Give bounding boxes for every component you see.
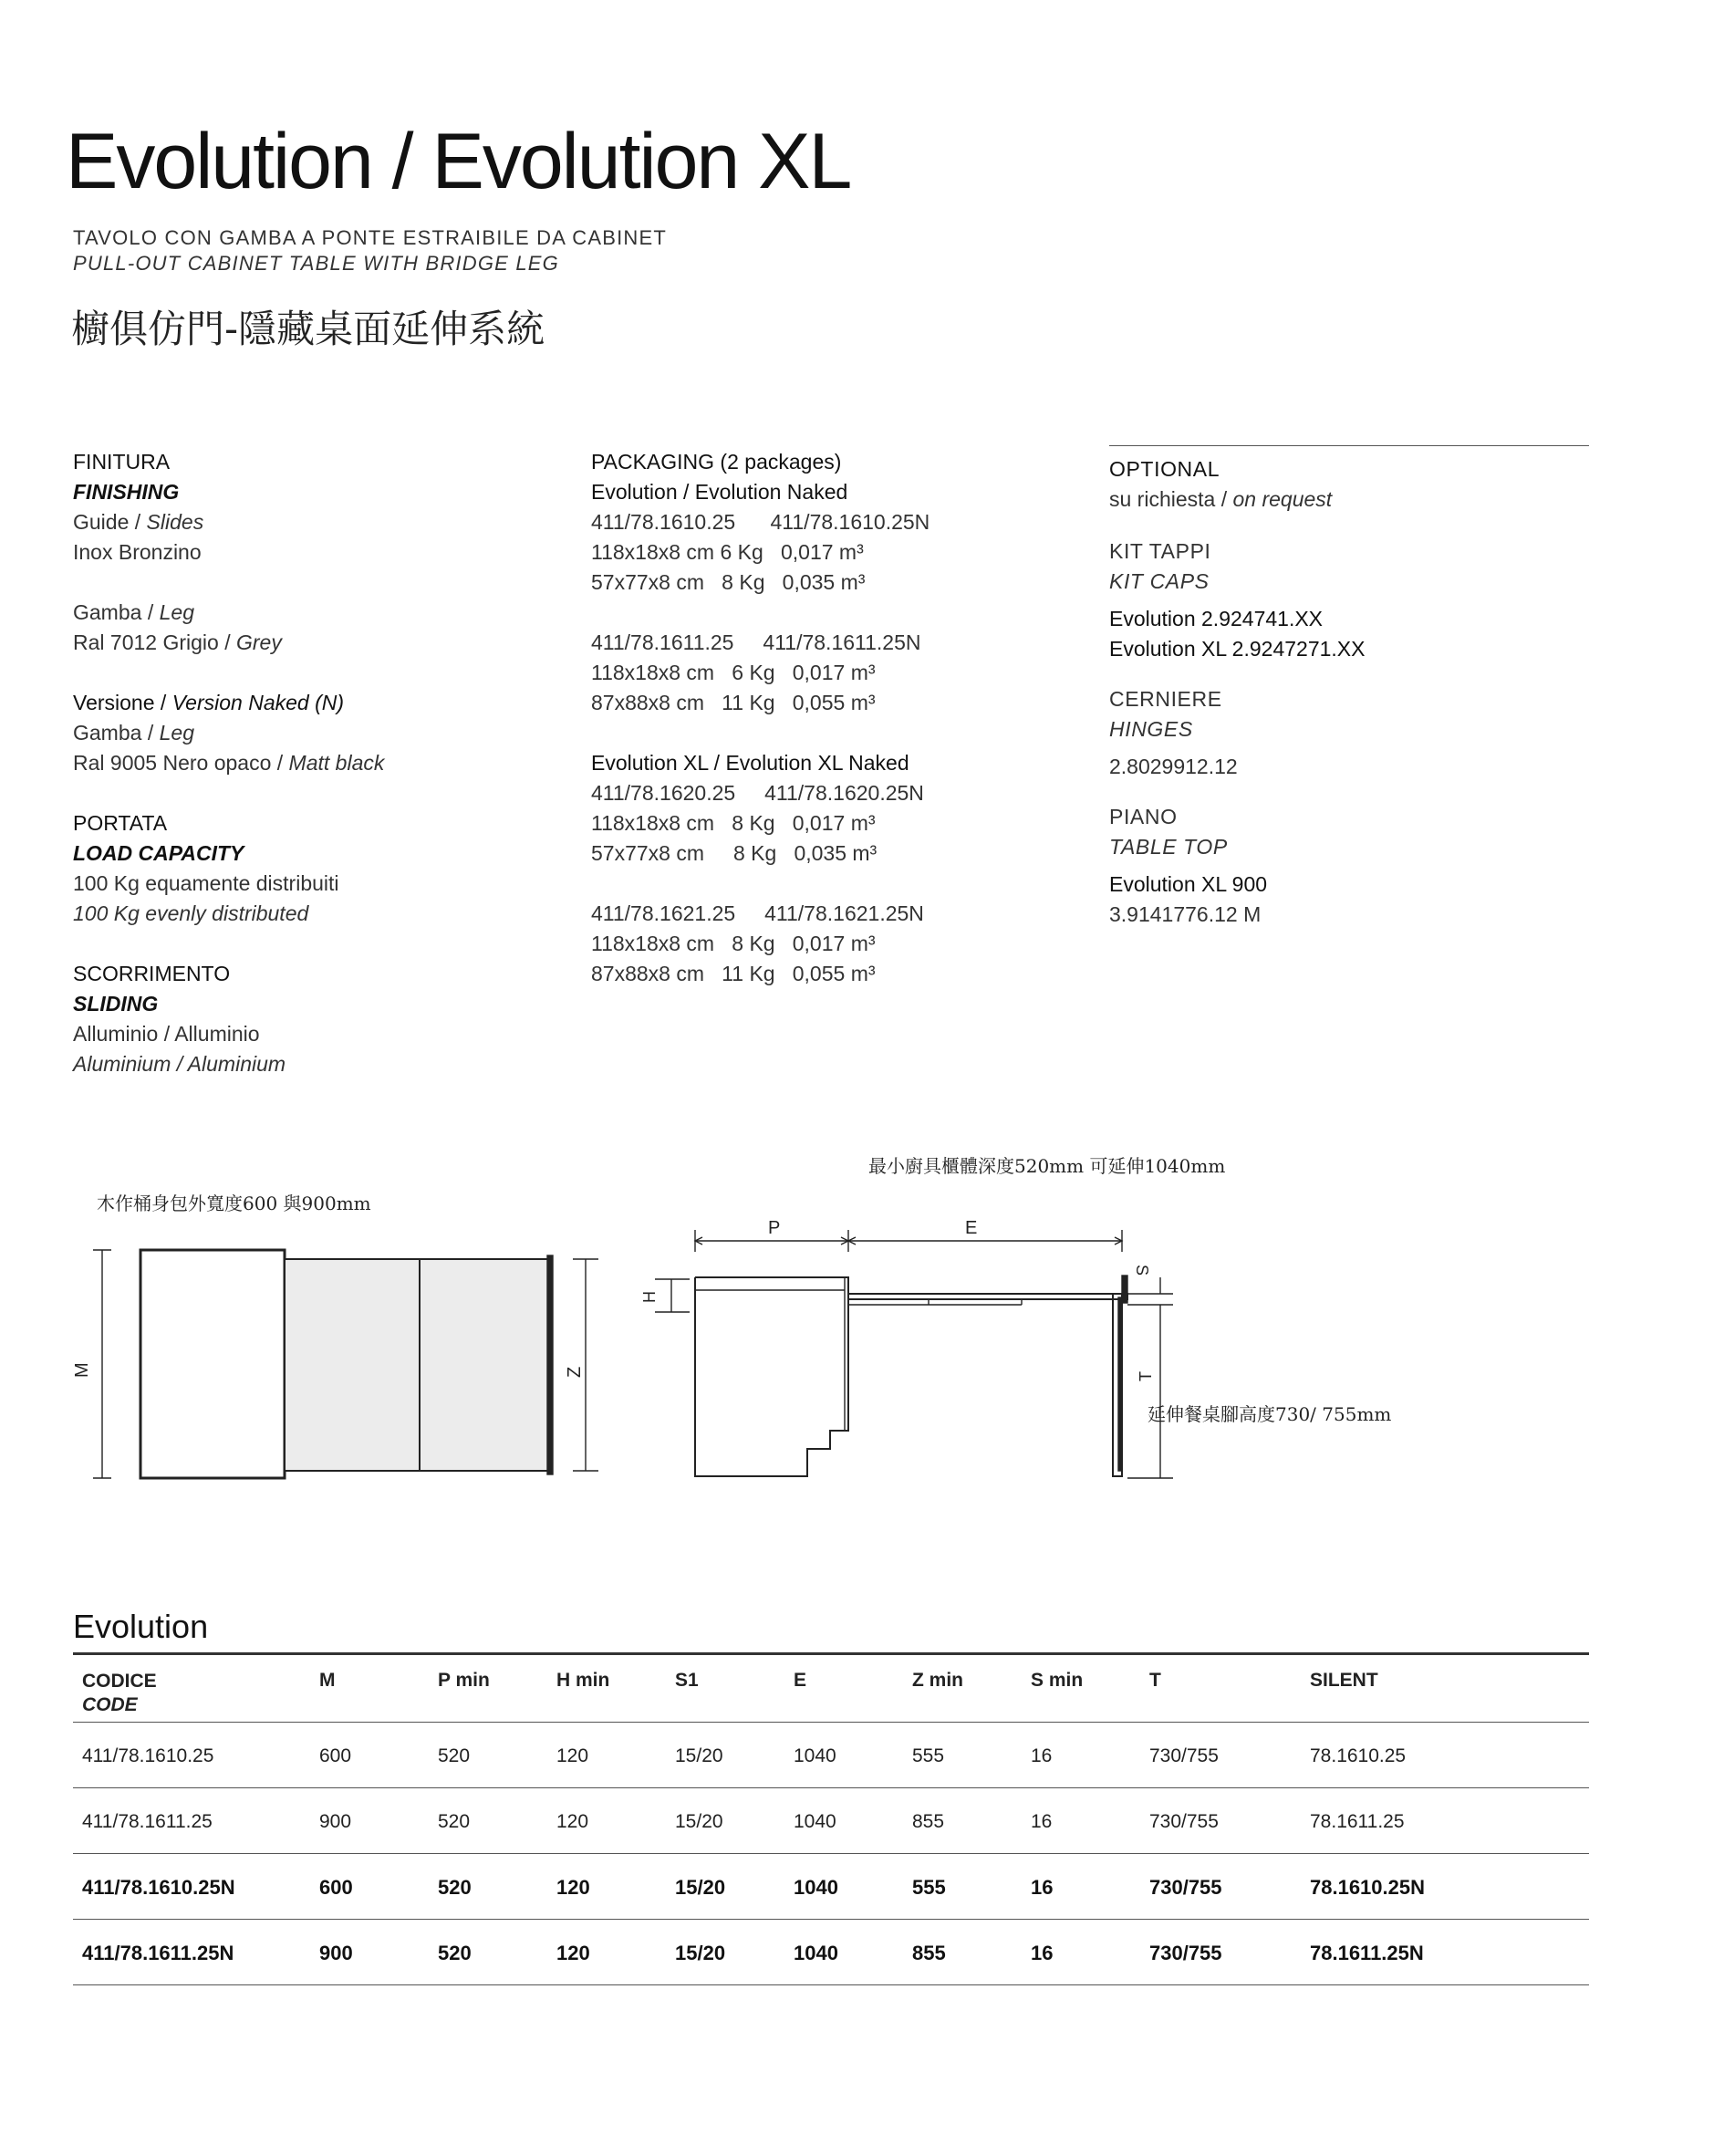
cell-zmin: 855 (912, 1811, 945, 1832)
inox-line: Inox Bronzino (73, 540, 202, 564)
cell-t: 730/755 (1149, 1876, 1222, 1899)
load-it: 100 Kg equamente distribuiti (73, 871, 339, 895)
cell-pmin: 520 (438, 1811, 471, 1832)
header-pmin: P min (438, 1670, 490, 1691)
cell-code: 411/78.1611.25N (82, 1942, 234, 1964)
packaging-dimension: 87x88x8 cm 11 Kg 0,055 m³ (591, 962, 876, 985)
subtitle-chinese: 櫥俱仿門-隱藏桌面延伸系統 (71, 307, 545, 351)
cell-zmin: 555 (912, 1876, 946, 1899)
piano-name: Evolution XL 900 (1109, 872, 1268, 896)
cell-silent: 78.1610.25 (1310, 1745, 1407, 1766)
cell-e: 1040 (794, 1745, 836, 1766)
cell-s1: 15/20 (675, 1745, 723, 1766)
cell-pmin: 520 (438, 1745, 471, 1766)
cell-m: 600 (319, 1876, 353, 1899)
cell-smin: 16 (1031, 1745, 1053, 1766)
portata-heading: PORTATA (73, 811, 168, 835)
optional-heading: OPTIONAL (1109, 457, 1220, 481)
load-capacity-heading: LOAD CAPACITY (73, 841, 244, 865)
cell-hmin: 120 (556, 1942, 590, 1964)
cell-smin: 16 (1031, 1811, 1053, 1832)
header-t: T (1149, 1670, 1161, 1691)
cabinet-outline (140, 1250, 285, 1478)
versione-it: Versione / (73, 691, 172, 714)
gamba-en: Leg (159, 600, 194, 624)
finishing-column (73, 447, 384, 1079)
cell-smin: 16 (1031, 1876, 1054, 1899)
ral7012-en: Grey (235, 630, 282, 654)
dim-p-label: P (768, 1218, 781, 1238)
packaging-codes: 411/78.1610.25 411/78.1610.25N (591, 510, 930, 534)
dim-t-label: T (1137, 1371, 1155, 1381)
cell-silent: 78.1610.25N (1310, 1876, 1425, 1899)
cell-code: 411/78.1610.25N (82, 1876, 235, 1899)
header-s1: S1 (675, 1670, 699, 1691)
top-view-drawing (72, 1232, 628, 1496)
header-silent: SILENT (1310, 1670, 1378, 1691)
table-divider (73, 1787, 1589, 1788)
piano-code: 3.9141776.12 M (1109, 902, 1262, 926)
cell-hmin: 120 (556, 1876, 590, 1899)
cell-s1: 15/20 (675, 1876, 726, 1899)
sliding-en: Aluminium / Aluminium (73, 1052, 286, 1076)
depth-annotation: 最小廚具櫃體深度520mm 可延伸1040mm (868, 1155, 1226, 1177)
side-view-drawing (639, 1203, 1186, 1500)
cell-hmin: 120 (556, 1745, 589, 1766)
packaging-dimension: 118x18x8 cm 8 Kg 0,017 m³ (591, 811, 876, 835)
table-divider (73, 1853, 1589, 1854)
dim-e-label: E (965, 1218, 978, 1238)
finitura-heading: FINITURA (73, 450, 171, 474)
hinges-heading: HINGES (1109, 717, 1193, 741)
gamba-it: Gamba / (73, 600, 160, 624)
cell-s1: 15/20 (675, 1942, 726, 1964)
versione-en: Version Naked (N) (171, 691, 345, 714)
slide-rail (848, 1294, 1127, 1299)
optional-column (1109, 445, 1365, 930)
scorrimento-heading: SCORRIMENTO (73, 962, 231, 985)
ral7012-it: Ral 7012 Grigio / (73, 630, 236, 654)
subtitle-italian: TAVOLO CON GAMBA A PONTE ESTRAIBILE DA CABINET (73, 226, 667, 249)
cell-pmin: 520 (438, 1876, 472, 1899)
sliding-heading: SLIDING (73, 992, 159, 1016)
cell-t: 730/755 (1149, 1942, 1222, 1964)
cell-zmin: 855 (912, 1942, 946, 1964)
header-code-en: CODE (82, 1694, 138, 1715)
kit-tappi-heading: KIT TAPPI (1109, 539, 1211, 563)
cell-t: 730/755 (1149, 1811, 1219, 1832)
height-annotation: 延伸餐桌腳高度730/ 755mm (1148, 1403, 1392, 1425)
cell-code: 411/78.1611.25 (82, 1811, 213, 1832)
finishing-heading: FINISHING (73, 480, 180, 504)
subtitle-english: PULL-OUT CABINET TABLE WITH BRIDGE LEG (73, 252, 559, 275)
header-e: E (794, 1670, 807, 1691)
extension-panel (285, 1259, 420, 1471)
header-zmin: Z min (912, 1670, 963, 1691)
packaging-dimension: 57x77x8 cm 8 Kg 0,035 m³ (591, 841, 878, 865)
header-hmin: H min (556, 1670, 610, 1691)
packaging-dimension: 118x18x8 cm 6 Kg 0,017 m³ (591, 540, 864, 564)
cell-t: 730/755 (1149, 1745, 1219, 1766)
packaging-codes: 411/78.1620.25 411/78.1620.25N (591, 781, 924, 805)
cell-e: 1040 (794, 1811, 836, 1832)
header-codice: CODICE (82, 1671, 157, 1692)
header-smin: S min (1031, 1670, 1084, 1691)
cell-silent: 78.1611.25N (1310, 1942, 1424, 1964)
guide-line (73, 507, 384, 537)
gamba-naked-line (73, 718, 384, 748)
on-request-line (1109, 484, 1365, 515)
packaging-dimension: 87x88x8 cm 11 Kg 0,055 m³ (591, 691, 876, 714)
packaging-dimension: 118x18x8 cm 8 Kg 0,017 m³ (591, 932, 876, 955)
on-request-en: on request (1232, 487, 1333, 511)
sliding-it: Alluminio / Alluminio (73, 1022, 260, 1046)
header-code (82, 1670, 157, 1717)
dim-s-label: S (1133, 1265, 1151, 1276)
packaging-dimension: 57x77x8 cm 8 Kg 0,035 m³ (591, 570, 866, 594)
gamba-line (73, 598, 384, 628)
packaging-column (591, 447, 930, 989)
page-title: Evolution / Evolution XL (66, 118, 851, 205)
cell-e: 1040 (794, 1942, 838, 1964)
ral7012-line (73, 628, 384, 658)
piano-heading: PIANO (1109, 805, 1178, 828)
packaging-dimension: 118x18x8 cm 6 Kg 0,017 m³ (591, 661, 876, 684)
ral9005-it: Ral 9005 Nero opaco / (73, 751, 289, 775)
cell-hmin: 120 (556, 1811, 589, 1832)
extension-panel (420, 1259, 549, 1471)
cell-code: 411/78.1610.25 (82, 1745, 214, 1766)
packaging-codes: 411/78.1621.25 411/78.1621.25N (591, 901, 924, 925)
end-leg (547, 1255, 553, 1474)
guide-en: Slides (146, 510, 204, 534)
cell-m: 900 (319, 1811, 352, 1832)
table-divider (73, 1722, 1589, 1723)
cell-smin: 16 (1031, 1942, 1054, 1964)
table-divider (73, 1919, 1589, 1920)
cell-m: 600 (319, 1745, 352, 1766)
packaging-group1-title: Evolution / Evolution Naked (591, 480, 848, 504)
cell-silent: 78.1611.25 (1310, 1811, 1405, 1832)
table-top-rule (73, 1652, 1589, 1655)
cerniere-heading: CERNIERE (1109, 687, 1222, 711)
ral9005-line (73, 748, 384, 778)
cell-e: 1040 (794, 1876, 838, 1899)
hinges-code: 2.8029912.12 (1109, 755, 1238, 778)
width-annotation: 木作桶身包外寬度600 與900mm (97, 1193, 371, 1214)
packaging-group2-title: Evolution XL / Evolution XL Naked (591, 751, 909, 775)
cell-s1: 15/20 (675, 1811, 723, 1832)
on-request-it: su richiesta / (1109, 487, 1233, 511)
versione-line (73, 688, 384, 718)
kit-evolution-xl: Evolution XL 2.9247271.XX (1109, 637, 1366, 661)
dim-h-label: H (640, 1291, 659, 1303)
packaging-codes: 411/78.1611.25 411/78.1611.25N (591, 630, 921, 654)
gamba-naked-en: Leg (159, 721, 194, 745)
cabinet-profile (695, 1277, 848, 1476)
load-en: 100 Kg evenly distributed (73, 901, 309, 925)
cell-pmin: 520 (438, 1942, 472, 1964)
gamba-naked-it: Gamba / (73, 721, 160, 745)
dim-z-label: Z (565, 1366, 585, 1378)
table-divider (73, 1984, 1589, 1985)
cell-zmin: 555 (912, 1745, 945, 1766)
header-m: M (319, 1670, 336, 1691)
dim-m-label: M (72, 1362, 92, 1378)
kit-evolution: Evolution 2.924741.XX (1109, 607, 1324, 630)
guide-it: Guide / (73, 510, 147, 534)
cell-m: 900 (319, 1942, 353, 1964)
table-top-heading: TABLE TOP (1109, 835, 1228, 859)
packaging-heading: PACKAGING (2 packages) (591, 450, 842, 474)
kit-caps-heading: KIT CAPS (1109, 569, 1210, 593)
table-title: Evolution (73, 1608, 209, 1645)
ral9005-en: Matt black (288, 751, 385, 775)
